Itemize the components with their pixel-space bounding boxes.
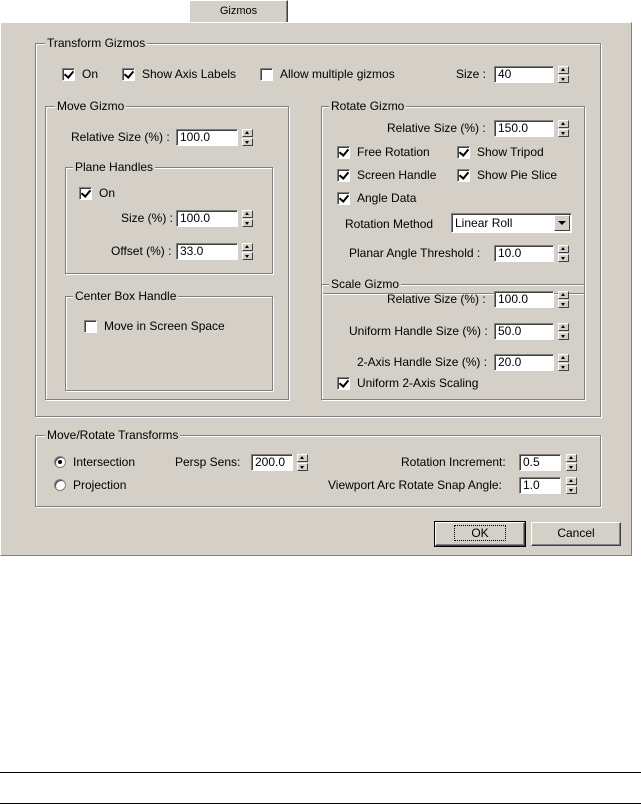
- rotation-method-label: Rotation Method: [345, 217, 434, 231]
- plane-offset-label: Offset (%) :: [111, 244, 172, 258]
- show-tripod-label: Show Tripod: [477, 145, 544, 159]
- angle-data-label: Angle Data: [357, 191, 417, 205]
- rotation-increment-spinner[interactable]: [566, 454, 577, 471]
- persp-sens-label: Persp Sens:: [175, 455, 241, 469]
- planar-threshold-label: Planar Angle Threshold :: [349, 246, 481, 260]
- cancel-button-label: Cancel: [557, 526, 595, 540]
- move-gizmo-title: Move Gizmo: [57, 99, 125, 113]
- plane-size-spinner[interactable]: [242, 210, 253, 227]
- rotate-relative-size-spinner[interactable]: [558, 120, 569, 137]
- two-axis-handle-size-spinner[interactable]: [558, 354, 569, 371]
- move-rotate-transforms-group: [35, 435, 601, 507]
- arc-snap-label: Viewport Arc Rotate Snap Angle:: [328, 478, 502, 492]
- rotate-gizmo-title: Rotate Gizmo: [331, 99, 405, 113]
- show-pie-slice-label: Show Pie Slice: [477, 168, 558, 182]
- plane-size-input[interactable]: 100.0: [176, 210, 238, 227]
- allow-multiple-gizmos-label: Allow multiple gizmos: [280, 67, 395, 81]
- projection-radio[interactable]: [54, 479, 66, 491]
- arc-snap-input[interactable]: 1.0: [519, 477, 561, 494]
- center-box-handle-group: [65, 296, 273, 391]
- plane-handles-on-checkbox[interactable]: [79, 187, 92, 200]
- rotation-method-value: Linear Roll: [455, 216, 513, 230]
- move-rotate-transforms-title: Move/Rotate Transforms: [47, 428, 179, 442]
- rotate-relative-size-input[interactable]: 150.0: [494, 120, 554, 137]
- uniform-handle-size-input[interactable]: 50.0: [494, 323, 554, 340]
- persp-sens-spinner[interactable]: [297, 454, 308, 471]
- scale-relative-size-label: Relative Size (%) :: [387, 292, 486, 306]
- arc-snap-spinner[interactable]: [566, 477, 577, 494]
- intersection-radio[interactable]: [54, 456, 66, 468]
- two-axis-handle-size-input[interactable]: 20.0: [494, 354, 554, 371]
- move-relative-size-input[interactable]: 100.0: [176, 129, 238, 146]
- show-axis-labels-label: Show Axis Labels: [142, 67, 237, 81]
- plane-size-label: Size (%) :: [121, 211, 174, 225]
- transform-on-label: On: [82, 67, 99, 81]
- planar-threshold-input[interactable]: 10.0: [494, 245, 554, 262]
- uniform-2axis-scaling-checkbox[interactable]: [337, 377, 350, 390]
- rotation-increment-label: Rotation Increment:: [401, 455, 506, 469]
- projection-label: Projection: [73, 478, 127, 492]
- two-axis-handle-size-label: 2-Axis Handle Size (%) :: [357, 355, 488, 369]
- rotation-method-select[interactable]: [451, 213, 572, 233]
- plane-handles-title: Plane Handles: [75, 160, 154, 174]
- angle-data-checkbox[interactable]: [337, 192, 350, 205]
- center-box-handle-title: Center Box Handle: [75, 289, 177, 303]
- ok-button[interactable]: [435, 522, 525, 546]
- scale-relative-size-spinner[interactable]: [558, 291, 569, 308]
- gizmos-panel: [0, 22, 632, 556]
- move-relative-size-label: Relative Size (%) :: [71, 130, 170, 144]
- cancel-button[interactable]: [531, 522, 621, 546]
- free-rotation-label: Free Rotation: [357, 145, 430, 159]
- rotate-relative-size-label: Relative Size (%) :: [387, 121, 486, 135]
- plane-offset-input[interactable]: 33.0: [176, 243, 238, 260]
- tab-gizmos[interactable]: [189, 0, 288, 24]
- plane-handles-on-label: On: [99, 186, 116, 200]
- show-pie-slice-checkbox[interactable]: [457, 169, 470, 182]
- scale-relative-size-input[interactable]: 100.0: [494, 291, 554, 308]
- uniform-2axis-scaling-label: Uniform 2-Axis Scaling: [357, 376, 479, 390]
- allow-multiple-gizmos-checkbox[interactable]: [260, 68, 273, 81]
- intersection-label: Intersection: [73, 455, 136, 469]
- gizmo-size-input[interactable]: 40: [494, 66, 554, 83]
- transform-gizmos-title: Transform Gizmos: [47, 36, 146, 50]
- screen-handle-label: Screen Handle: [357, 168, 437, 182]
- show-axis-labels-checkbox[interactable]: [122, 68, 135, 81]
- uniform-handle-size-spinner[interactable]: [558, 323, 569, 340]
- scale-gizmo-title: Scale Gizmo: [331, 277, 400, 291]
- plane-offset-spinner[interactable]: [242, 243, 253, 260]
- persp-sens-input[interactable]: 200.0: [251, 454, 293, 471]
- free-rotation-checkbox[interactable]: [337, 146, 350, 159]
- move-screen-space-checkbox[interactable]: [84, 320, 97, 333]
- show-tripod-checkbox[interactable]: [457, 146, 470, 159]
- move-screen-space-label: Move in Screen Space: [104, 319, 225, 333]
- ok-button-label: OK: [455, 526, 504, 540]
- gizmo-size-spinner[interactable]: [558, 66, 569, 83]
- transform-on-checkbox[interactable]: [62, 68, 75, 81]
- tab-gizmos-label: Gizmos: [219, 5, 258, 17]
- divider-line: [0, 772, 641, 773]
- chevron-down-icon[interactable]: [554, 215, 570, 231]
- uniform-handle-size-label: Uniform Handle Size (%) :: [349, 324, 488, 338]
- planar-threshold-spinner[interactable]: [558, 245, 569, 262]
- gizmo-size-label: Size :: [456, 67, 487, 81]
- move-relative-size-spinner[interactable]: [242, 129, 253, 146]
- screen-handle-checkbox[interactable]: [337, 169, 350, 182]
- rotation-increment-input[interactable]: 0.5: [519, 454, 561, 471]
